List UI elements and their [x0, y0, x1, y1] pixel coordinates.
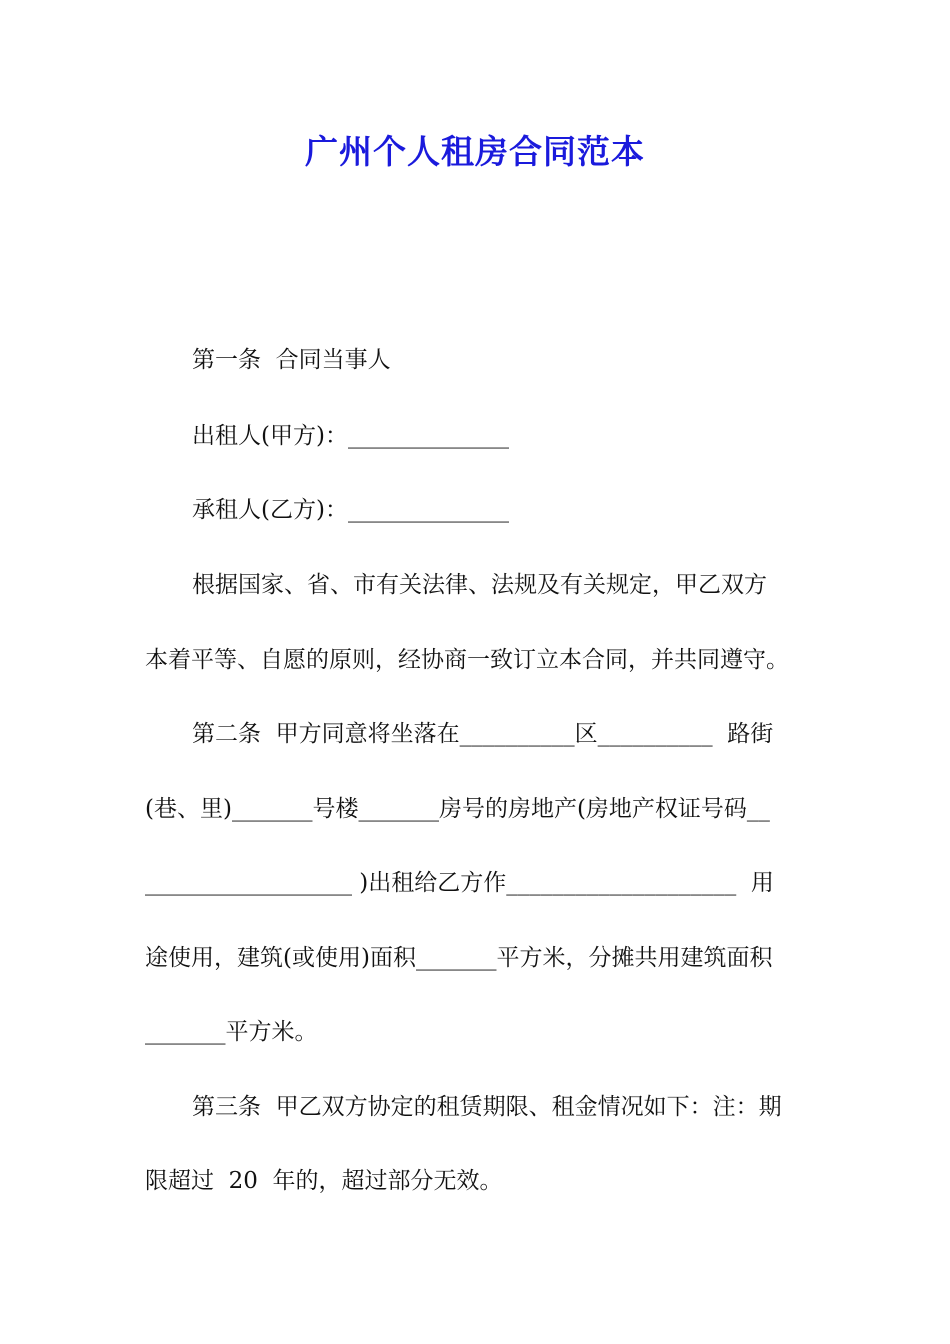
document-title: 广州个人租房合同范本	[305, 132, 645, 171]
article-3-line-1: 第三条 甲乙双方协定的租赁期限、租金情况如下：注：期	[192, 1094, 782, 1120]
article-3-line-2: 限超过 20 年的，超过部分无效。	[145, 1168, 503, 1194]
lessor-field: 出租人(甲方)：______________	[192, 423, 509, 449]
article-2-line-4: 途使用，建筑(或使用)面积_______平方米，分摊共用建筑面积	[145, 945, 773, 971]
article-2-line-1: 第二条 甲方同意将坐落在__________区__________ 路街	[192, 721, 774, 747]
article-1-heading: 第一条 合同当事人	[192, 347, 391, 373]
article-2-line-2: (巷、里)_______号楼_______房号的房地产(房地产权证号码__	[145, 796, 770, 822]
preamble-line-2: 本着平等、自愿的原则，经协商一致订立本合同，并共同遵守。	[145, 647, 789, 673]
lessee-field: 承租人(乙方)：______________	[192, 497, 509, 523]
article-2-line-3: __________________ )出租给乙方作____________________ 用	[145, 870, 774, 896]
preamble-line-1: 根据国家、省、市有关法律、法规及有关规定，甲乙双方	[192, 572, 767, 598]
article-2-line-5: _______平方米。	[145, 1019, 318, 1045]
